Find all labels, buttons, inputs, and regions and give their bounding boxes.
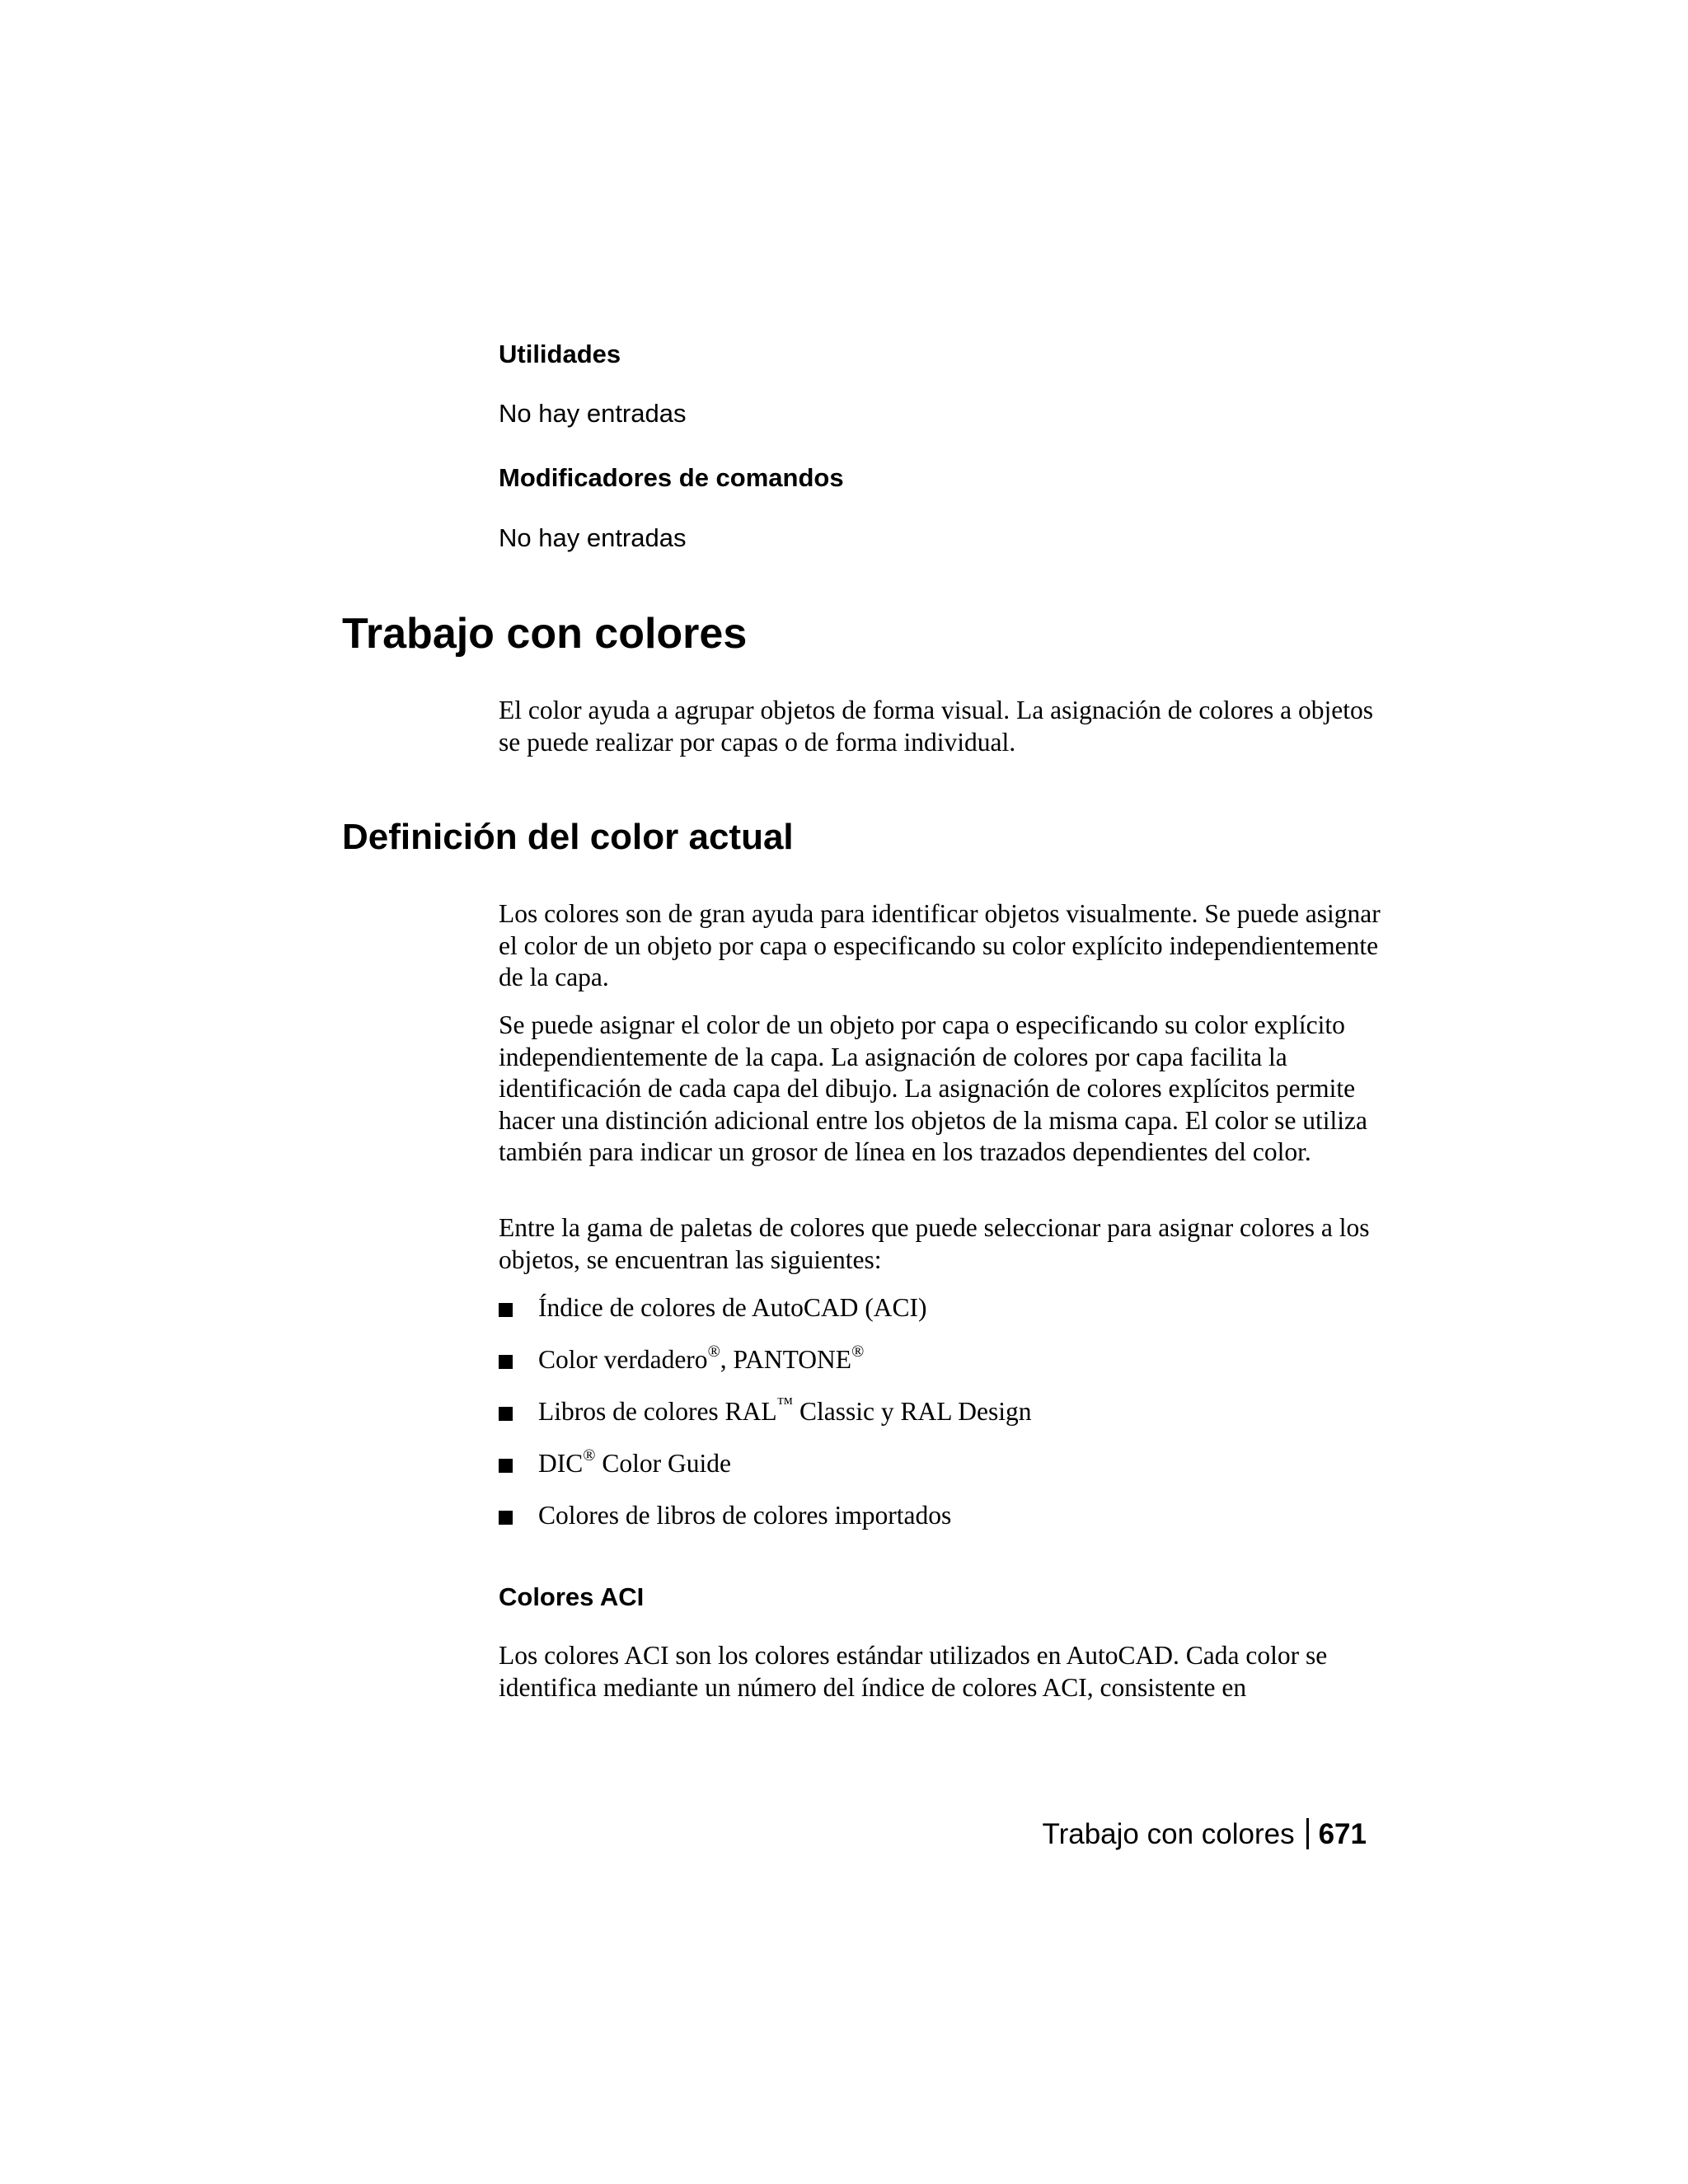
- list-item-text: Color Guide: [595, 1449, 731, 1478]
- utilidades-text: No hay entradas: [499, 399, 687, 428]
- definicion-paragraph-2: Se puede asignar el color de un objeto por capa o especificando su color explícito independientemente de la capa. La asignación de colores por capa facilita la identificación de cada capa del dibujo. La asignación de colores explícitos permite hacer una distinción adicional entre los objetos de la misma capa. El color se utiliza también para indicar un grosor de línea en los trazados dependientes del color.: [499, 1010, 1368, 1166]
- page-number: 671: [1318, 1818, 1367, 1850]
- list-item-text: Classic y RAL Design: [793, 1397, 1032, 1426]
- footer-title: Trabajo con colores: [1042, 1818, 1295, 1850]
- list-item: [499, 1344, 1381, 1396]
- aci-paragraph: Los colores ACI son los colores estándar utilizados en AutoCAD. Cada color se identifica mediante un número del índice de colores ACI, consistente en: [499, 1641, 1328, 1702]
- definicion-paragraph-1: Los colores son de gran ayuda para identificar objetos visualmente. Se puede asignar el color de un objeto por capa o especificando su color explícito independientemente de la capa.: [499, 899, 1381, 991]
- registered-mark: ®: [583, 1446, 596, 1465]
- square-bullet-icon: [499, 1511, 513, 1525]
- list-item: [499, 1500, 1381, 1552]
- trademark-mark: ™: [776, 1394, 794, 1413]
- list-item: [499, 1396, 1381, 1448]
- square-bullet-icon: [499, 1355, 513, 1369]
- section-title-definicion-color-actual: Definición del color actual: [342, 817, 794, 857]
- modificadores-text: No hay entradas: [499, 523, 687, 552]
- heading-utilidades: Utilidades: [499, 340, 621, 368]
- square-bullet-icon: [499, 1459, 513, 1473]
- list-item-text: Color verdadero: [538, 1345, 708, 1374]
- list-item-text: DIC: [538, 1449, 584, 1478]
- heading-colores-aci: Colores ACI: [499, 1582, 645, 1611]
- list-item-text: Índice de colores de AutoCAD (ACI): [538, 1293, 927, 1322]
- heading-modificadores: Modificadores de comandos: [499, 463, 844, 492]
- trabajo-paragraph: El color ayuda a agrupar objetos de forma visual. La asignación de colores a objetos se puede realizar por capas o de forma individual.: [499, 696, 1374, 757]
- list-item-text: Libros de colores RAL: [538, 1397, 777, 1426]
- list-item: [499, 1448, 1381, 1500]
- list-item-text: Colores de libros de colores importados: [538, 1501, 952, 1530]
- section-title-trabajo-con-colores: Trabajo con colores: [342, 610, 748, 658]
- color-palette-list: [499, 1292, 1381, 1552]
- square-bullet-icon: [499, 1407, 513, 1421]
- list-item: [499, 1292, 1381, 1344]
- registered-mark: ®: [707, 1343, 720, 1361]
- square-bullet-icon: [499, 1303, 513, 1317]
- page-footer: [1043, 1816, 1367, 1853]
- registered-mark: ®: [851, 1343, 865, 1361]
- definicion-paragraph-3: Entre la gama de paletas de colores que puede seleccionar para asignar colores a los objetos, se encuentran las siguientes:: [499, 1213, 1370, 1274]
- footer-separator: [1306, 1818, 1309, 1849]
- list-item-text: , PANTONE: [720, 1345, 852, 1374]
